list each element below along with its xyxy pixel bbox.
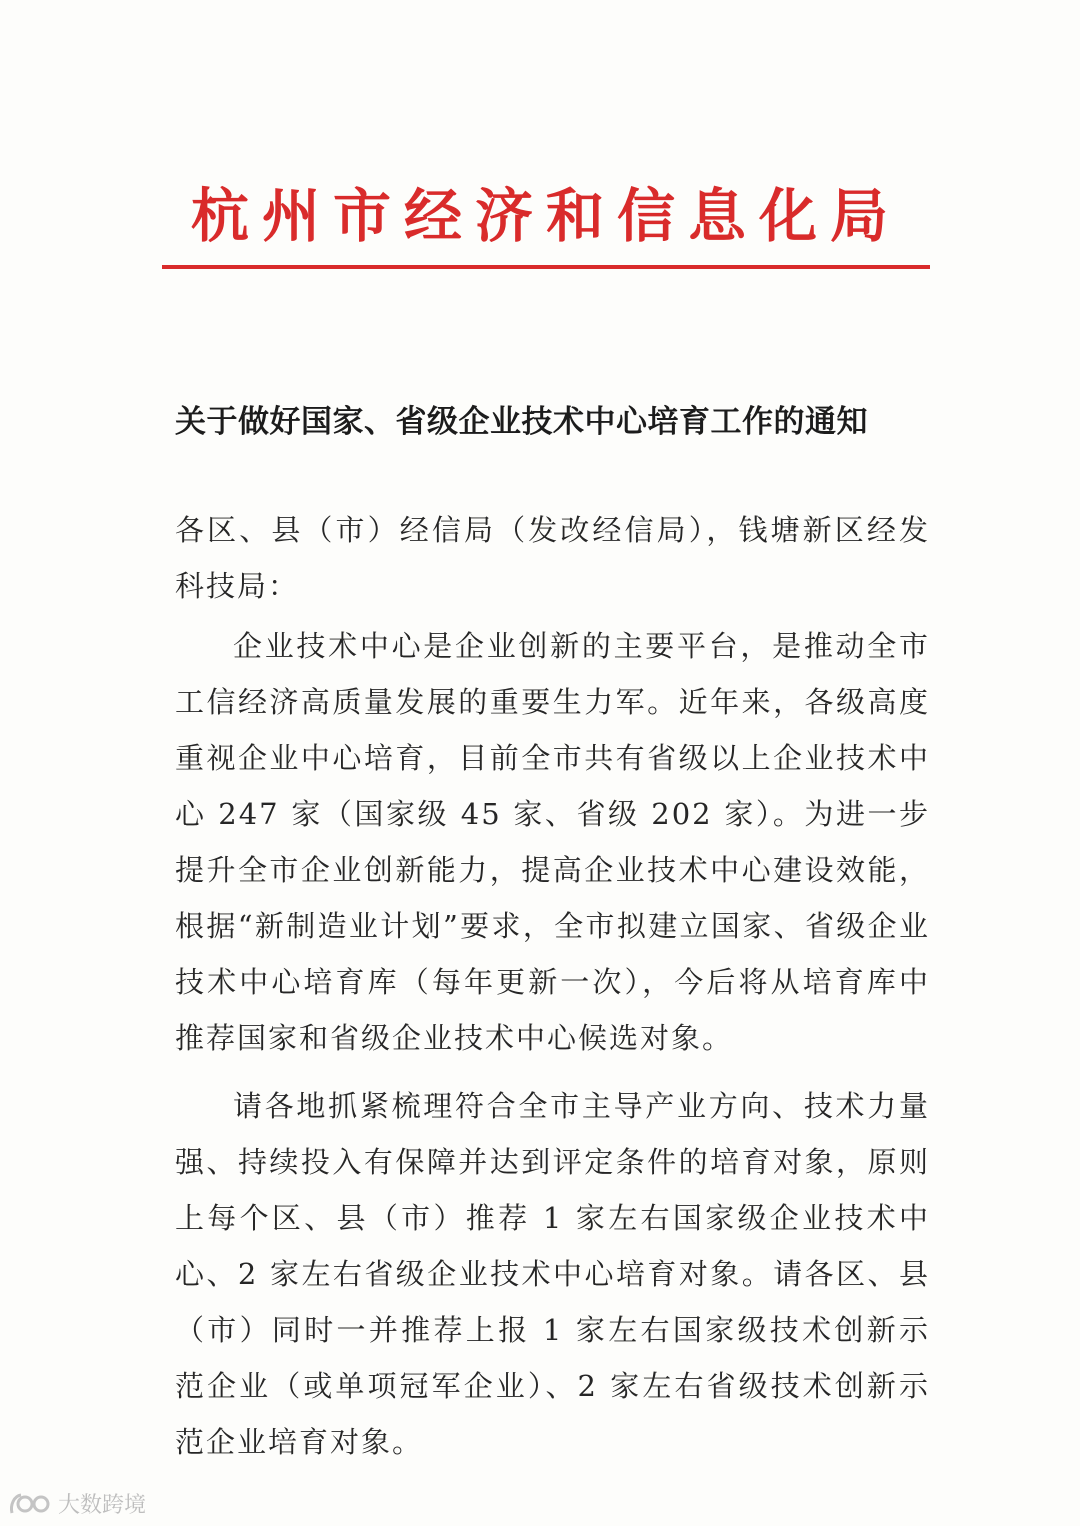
red-divider-line bbox=[162, 265, 930, 269]
body-paragraph-2: 请各地抓紧梳理符合全市主导产业方向、技术力量强、持续投入有保障并达到评定条件的培育对象，原则上每个区、县（市）推荐 1 家左右国家级企业技术中心、2 家左右省级企业技术中心培育对象。请各区、县（市）同时一并推荐上报 1 家左右国家级技术创新示范企业（或单项冠军企业）、2 家左右省级技术创新示范企业培育对象。 bbox=[175, 1089, 930, 1459]
watermark-logo-icon bbox=[8, 1491, 52, 1517]
organization-masthead: 杭州市经济和信息化局 bbox=[190, 182, 901, 250]
addressee-line: 各区、县（市）经信局（发改经信局），钱塘新区经发科技局： bbox=[175, 513, 930, 603]
watermark bbox=[8, 1488, 146, 1519]
document-body bbox=[175, 502, 930, 1470]
body-paragraph-1: 企业技术中心是企业创新的主要平台，是推动全市工信经济高质量发展的重要生力军。近年来，各级高度重视企业中心培育，目前全市共有省级以上企业技术中心 247 家（国家级 45 家、省级 202 家）。为进一步提升全市企业创新能力，提高企业技术中心建设效能，根据“新制造业计划”要求，全市拟建立国家、省级企业技术中心培育库（每年更新一次），今后将从培育库中推荐国家和省级企业技术中心候选对象。 bbox=[175, 629, 930, 1055]
document-title: 关于做好国家、省级企业技术中心培育工作的通知 bbox=[175, 404, 868, 440]
watermark-text: 大数跨境 bbox=[58, 1493, 147, 1518]
